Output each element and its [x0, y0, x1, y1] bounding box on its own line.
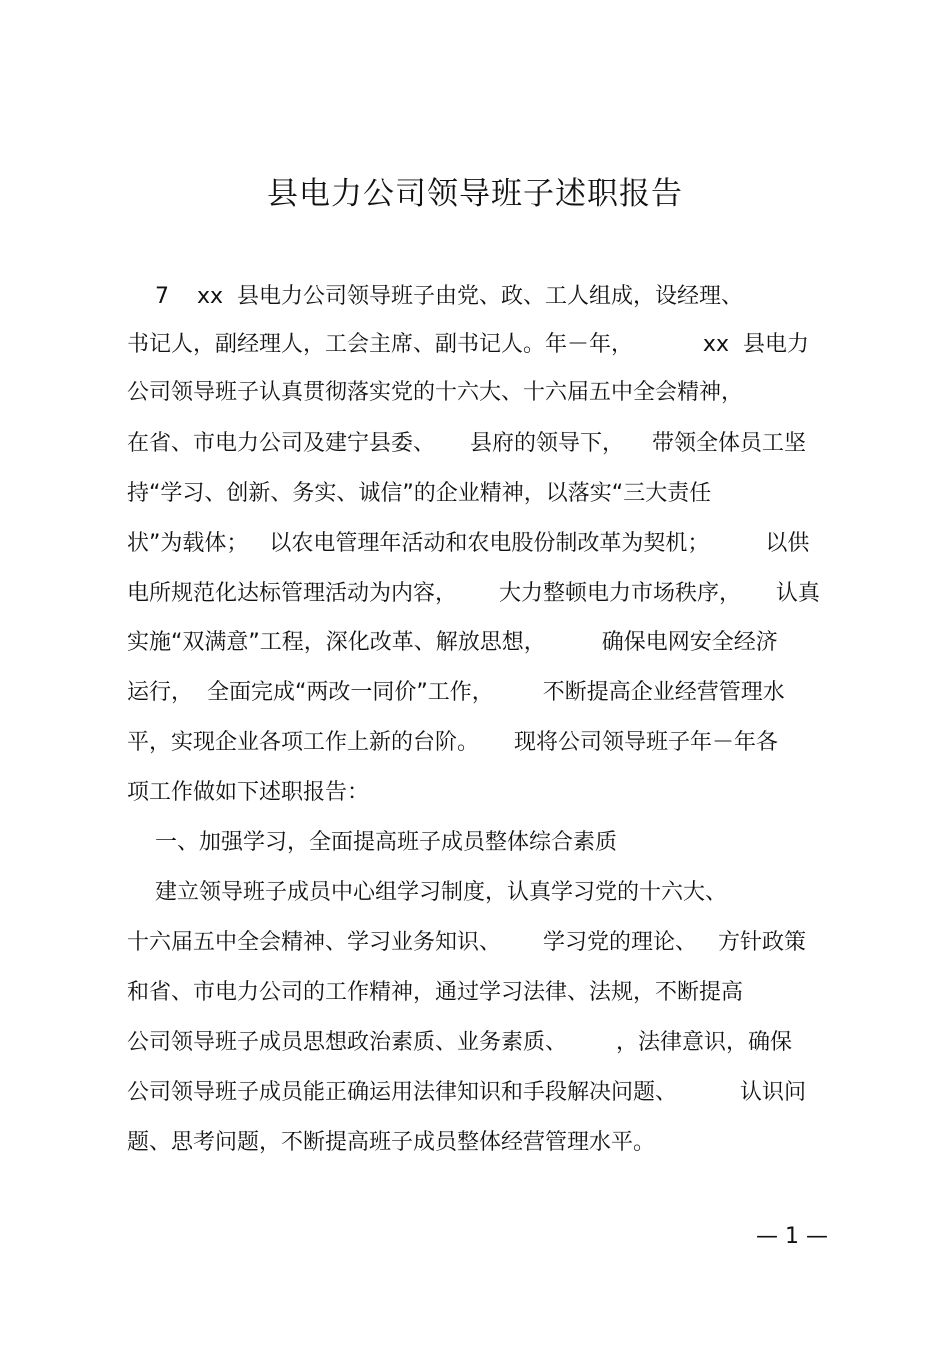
- body-line: 十六届五中全会精神、学习业务知识、 学习党的理论、 方针政策: [127, 930, 806, 955]
- page-number: — 1 —: [756, 1224, 828, 1249]
- body-line: 建立领导班子成员中心组学习制度，认真学习党的十六大、: [127, 880, 727, 905]
- body-line: 7 xx 县电力公司领导班子由党、政、工人组成，设经理、: [127, 284, 743, 309]
- body-line: 在省、市电力公司及建宁县委、 县府的领导下， 带领全体员工坚: [127, 431, 806, 456]
- body-line: 公司领导班子认真贯彻落实党的十六大、十六届五中全会精神，: [127, 380, 744, 405]
- body-line: 书记人，副经理人，工会主席、副书记人。年－年， xx 县电力: [127, 332, 809, 357]
- body-line: 公司领导班子成员思想政治素质、业务素质、 ，法律意识，确保: [127, 1030, 792, 1055]
- body-line: 电所规范化达标管理活动为内容， 大力整顿电力市场秩序， 认真: [127, 581, 820, 606]
- body-line: 公司领导班子成员能正确运用法律知识和手段解决问题、 认识问: [127, 1080, 806, 1105]
- body-line: 状”为载体； 以农电管理年活动和农电股份制改革为契机； 以供: [127, 531, 810, 556]
- section-heading: 一、加强学习，全面提高班子成员整体综合素质: [127, 830, 617, 855]
- document-title: 县电力公司领导班子述职报告: [267, 176, 683, 212]
- body-line: 运行， 全面完成“两改一同价”工作， 不断提高企业经营管理水: [127, 680, 785, 705]
- body-line: 项工作做如下述职报告：: [127, 780, 370, 805]
- body-line: 平，实现企业各项工作上新的台阶。 现将公司领导班子年－年各: [127, 730, 778, 755]
- body-line: 持“学习、创新、务实、诚信”的企业精神，以落实“三大责任: [127, 481, 712, 506]
- body-line: 和省、市电力公司的工作精神，通过学习法律、法规，不断提高: [127, 980, 744, 1005]
- body-line: 实施“双满意”工程，深化改革、解放思想， 确保电网安全经济: [127, 630, 778, 655]
- body-line: 题、思考问题，不断提高班子成员整体经营管理水平。: [127, 1130, 656, 1155]
